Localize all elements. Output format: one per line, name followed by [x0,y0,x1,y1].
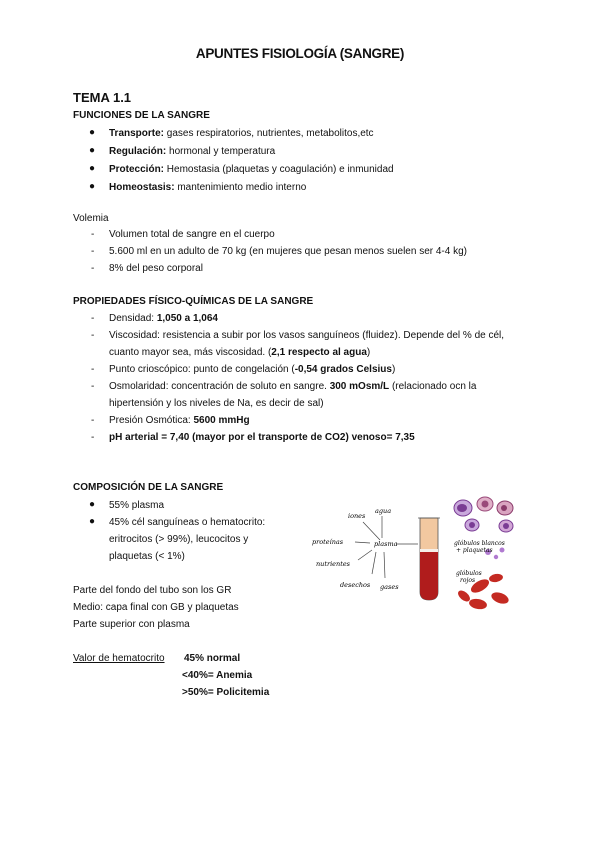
volemia-item: 5.600 ml en un adulto de 70 kg (en mujeres que pesan menos suelen ser 4-4 kg) [109,246,467,257]
gr-label-cont: rojos [460,577,476,584]
punto-crioscopico-item: Punto crioscópico: punto de congelación (-0,54 grados Celsius) [109,364,396,375]
tubo-fondo-text: Parte del fondo del tubo son los GR [73,585,232,596]
funcion-item: Homeostasis: mantenimiento medio interno [109,182,307,193]
bullet-icon: ● [89,127,96,138]
test-tube [418,518,440,600]
composicion-heading: COMPOSICIÓN DE LA SANGRE [73,482,224,493]
bullet-icon: ● [89,163,96,174]
tubo-superior-text: Parte superior con plasma [73,619,190,630]
gb-label-cont: + plaquetas [456,547,493,554]
dash-icon: - [91,381,95,392]
densidad-item: Densidad: 1,050 a 1,064 [109,313,218,324]
composicion-item-cont: plaquetas (< 1%) [109,551,185,562]
diagram-label: gases [380,583,399,591]
hematocrito-normal: 45% normal [184,653,241,664]
volemia-item: Volumen total de sangre en el cuerpo [109,229,275,240]
page-title: APUNTES FISIOLOGÍA (SANGRE) [195,46,405,61]
blood-composition-diagram [300,488,540,620]
volemia-heading: Volemia [73,213,109,224]
bullet-icon: ● [89,181,96,192]
ph-item: pH arterial = 7,40 (mayor por el transporte de CO2) venoso= 7,35 [109,432,415,443]
bullet-icon: ● [89,145,96,156]
gb-label: glóbulos blancos [454,540,505,547]
dash-icon: - [91,263,95,274]
osmolaridad-item: Osmolaridad: concentración de soluto en sangre. 300 mOsm/L (relacionado ocn la [109,381,477,392]
bullet-icon: ● [89,516,96,527]
viscosidad-item: Viscosidad: resistencia a subir por los vasos sanguíneos (fluidez). Depende del % de cél, [109,330,505,341]
dash-icon: - [91,313,95,324]
gr-label: glóbulos [456,570,482,577]
diagram-label: iones [348,512,366,520]
dash-icon: - [91,330,95,341]
section-tema: TEMA 1.1 [73,90,132,105]
volemia-item: 8% del peso corporal [109,263,203,274]
composicion-item-cont: eritrocitos (> 99%), leucocitos y [109,534,249,545]
hematocrito-anemia: <40%= Anemia [182,670,253,681]
diagram-label: nutrientes [316,560,350,568]
composicion-item: 55% plasma [109,500,165,511]
dash-icon: - [91,246,95,257]
dash-icon: - [91,432,95,443]
funciones-heading: FUNCIONES DE LA SANGRE [73,110,210,121]
funcion-item: Protección: Hemostasia (plaquetas y coagulación) e inmunidad [109,164,394,175]
viscosidad-item-cont: cuanto mayor sea, más viscosidad. (2,1 respecto al agua) [109,347,371,358]
dash-icon: - [91,229,95,240]
propiedades-heading: PROPIEDADES FÍSICO-QUÍMICAS DE LA SANGRE [73,296,314,307]
tubo-medio-text: Medio: capa final con GB y plaquetas [73,602,239,613]
diagram-label: agua [375,507,392,515]
diagram-center-label: plasma [374,540,398,548]
composicion-item: 45% cél sanguíneas o hematocrito: [109,517,266,528]
osmolaridad-item-cont: hipertensión y los niveles de Na, es decir de sal) [109,398,324,409]
bullet-icon: ● [89,499,96,510]
diagram-label: desechos [340,581,371,589]
hematocrito-label: Valor de hematocrito [73,653,165,664]
dash-icon: - [91,415,95,426]
hematocrito-policitemia: >50%= Policitemia [182,687,270,698]
diagram-label: proteínas [312,538,344,546]
funcion-item: Regulación: hormonal y temperatura [109,146,276,157]
dash-icon: - [91,364,95,375]
presion-osmotica-item: Presión Osmótica: 5600 mmHg [109,415,250,426]
funcion-item: Transporte: gases respiratorios, nutrientes, metabolitos,etc [109,128,374,139]
